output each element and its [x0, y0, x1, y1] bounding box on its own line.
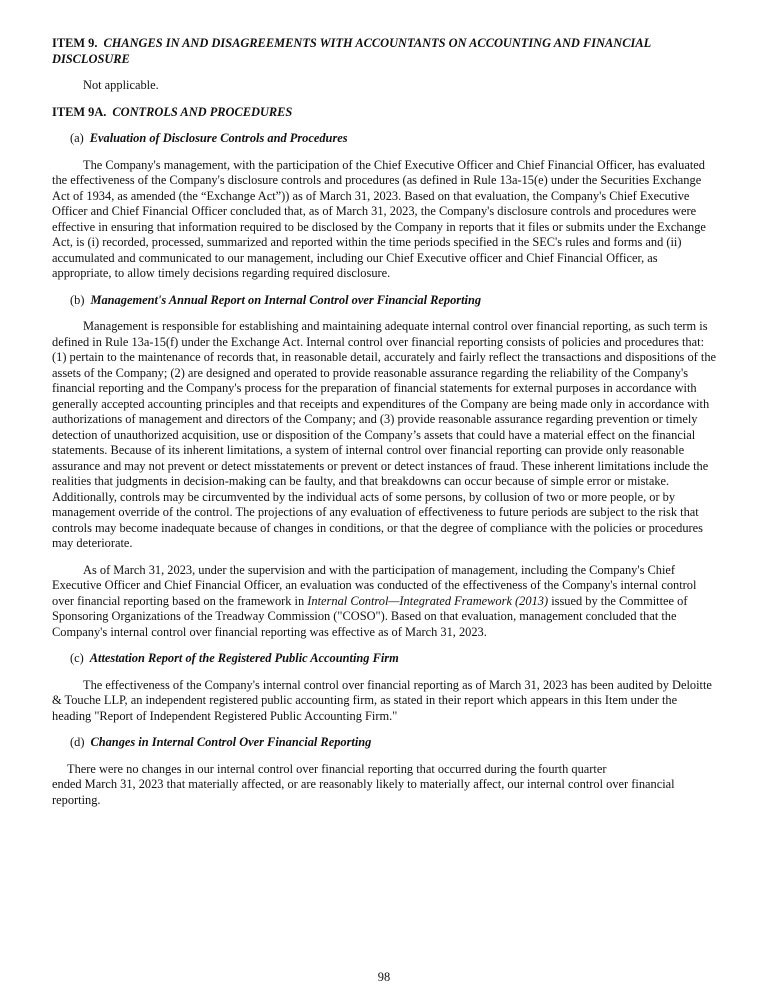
section-a-heading	[52, 131, 718, 147]
page-number: 98	[377, 970, 391, 984]
section-b-paragraph-1: Management is responsible for establishing and maintaining adequate internal control over financial reporting, as such term is defined in Rule 13a-15(f) under the Exchange Act. Internal control over financial reporting consists of policies and procedures that: (1) pertain to the maintenance of records that, in reasonable detail, accurately and fairly reflect the transactions and dispositions of the assets of the Company; (2) are designed and operated to provide reasonable assurance regarding the reliability of the Company's financial reporting and the Company's process for the preparation of financial statements for external purposes in accordance with generally accepted accounting principles and that receipts and expenditures of the Company are being made only in accordance with authorizations of management and directors of the Company; and (3) provide reasonable assurance regarding prevention or timely detection of unauthorized acquisition, use or disposition of the Company’s assets that could have a material effect on the financial statements. Because of its inherent limitations, a system of internal control over financial reporting can provide only reasonable assurance and may not prevent or detect misstatements or prevent or detect instances of fraud. These inherent limitations include the realities that judgments in decision-making can be faulty, and that breakdowns can occur because of simple error or mistake. Additionally, controls may be circumvented by the individual acts of some persons, by collusion of two or more people, or by management override of the control. The projections of any evaluation of effectiveness to future periods are subject to the risk that controls may become inadequate because of changes in conditions, or that the degree of compliance with the policies or procedures may deteriorate.	[52, 319, 717, 550]
section-a-paragraph: The Company's management, with the participation of the Chief Executive Officer and Chief Financial Officer, has evaluated the effectiveness of the Company's disclosure controls and procedures (as defined in Rule 13a-15(e) under the Securities Exchange Act of 1934, as amended (the “Exchange Act”)) as of March 31, 2023. Based on that evaluation, the Company's Chief Executive Officer and Chief Financial Officer concluded that, as of March 31, 2023, the Company's disclosure controls and procedures were effective in ensuring that information required to be disclosed by the Company in reports that it files or submits under the Exchange Act, is (i) recorded, processed, summarized and reported within the time periods specified in the SEC's rules and forms and (ii) accumulated and communicated to our management, including our Chief Executive officer and Chief Financial Officer, as appropriate, to allow timely decisions regarding required disclosure.	[52, 157, 706, 280]
item-9-title: CHANGES IN AND DISAGREEMENTS WITH ACCOUNTANTS ON ACCOUNTING AND FINANCIAL DISCLOSURE	[52, 36, 651, 66]
section-b-paragraph-2	[52, 563, 718, 641]
section-a-title: Evaluation of Disclosure Controls and Procedures	[89, 131, 348, 145]
section-b-paragraph-2-start: As of March 31, 2023, under the supervision and with the participation of management, including the Company's Chief Executive Officer and Chief Financial Officer, an evaluation was conducted of the effectiveness of the Company's internal control over financial reporting based on the framework in	[52, 562, 697, 608]
section-d-heading	[52, 735, 718, 751]
item-9-label: ITEM 9.	[52, 36, 98, 50]
document-page	[52, 36, 718, 819]
item-9a-title: CONTROLS AND PROCEDURES	[112, 104, 293, 119]
section-d-paragraph-rest: ended March 31, 2023 that materially affected, or are reasonably likely to materially affect, our internal control over financial reporting.	[52, 777, 675, 807]
section-b-title: Management's Annual Report on Internal Control over Financial Reporting	[90, 292, 482, 307]
coso-framework-reference: Internal Control—Integrated Framework (2013)	[307, 593, 549, 608]
item-9a-heading	[52, 105, 718, 121]
section-d-letter: (d)	[70, 735, 85, 749]
item-9-body: Not applicable.	[83, 78, 159, 92]
item-9-heading	[52, 36, 718, 67]
item-9a-label: ITEM 9A.	[52, 104, 107, 119]
section-d-paragraph	[52, 762, 718, 809]
section-c-heading	[52, 651, 718, 667]
section-b-paragraph-2-end: issued by the Committee of Sponsoring Organizations of the Treadway Commission ("COSO"). Based on that evaluation, management concluded that the Company's internal control over financial reporting was effective as of March 31, 2023.	[52, 593, 688, 639]
section-d-paragraph-line-1: There were no changes in our internal control over financial reporting that occurred during the fourth quarter	[67, 761, 607, 776]
section-c-letter: (c)	[70, 651, 84, 665]
section-d-title: Changes in Internal Control Over Financial Reporting	[90, 735, 372, 749]
section-c-title: Attestation Report of the Registered Public Accounting Firm	[89, 651, 399, 665]
section-a-letter: (a)	[70, 131, 84, 145]
section-b-letter: (b)	[70, 292, 85, 307]
section-b-heading	[52, 293, 718, 309]
section-c-paragraph: The effectiveness of the Company's internal control over financial reporting as of March 31, 2023 has been audited by Deloitte & Touche LLP, an independent registered public accounting firm, as stated in their report which appears in this Item under the heading "Report of Independent Registered Public Accounting Firm."	[52, 677, 712, 723]
